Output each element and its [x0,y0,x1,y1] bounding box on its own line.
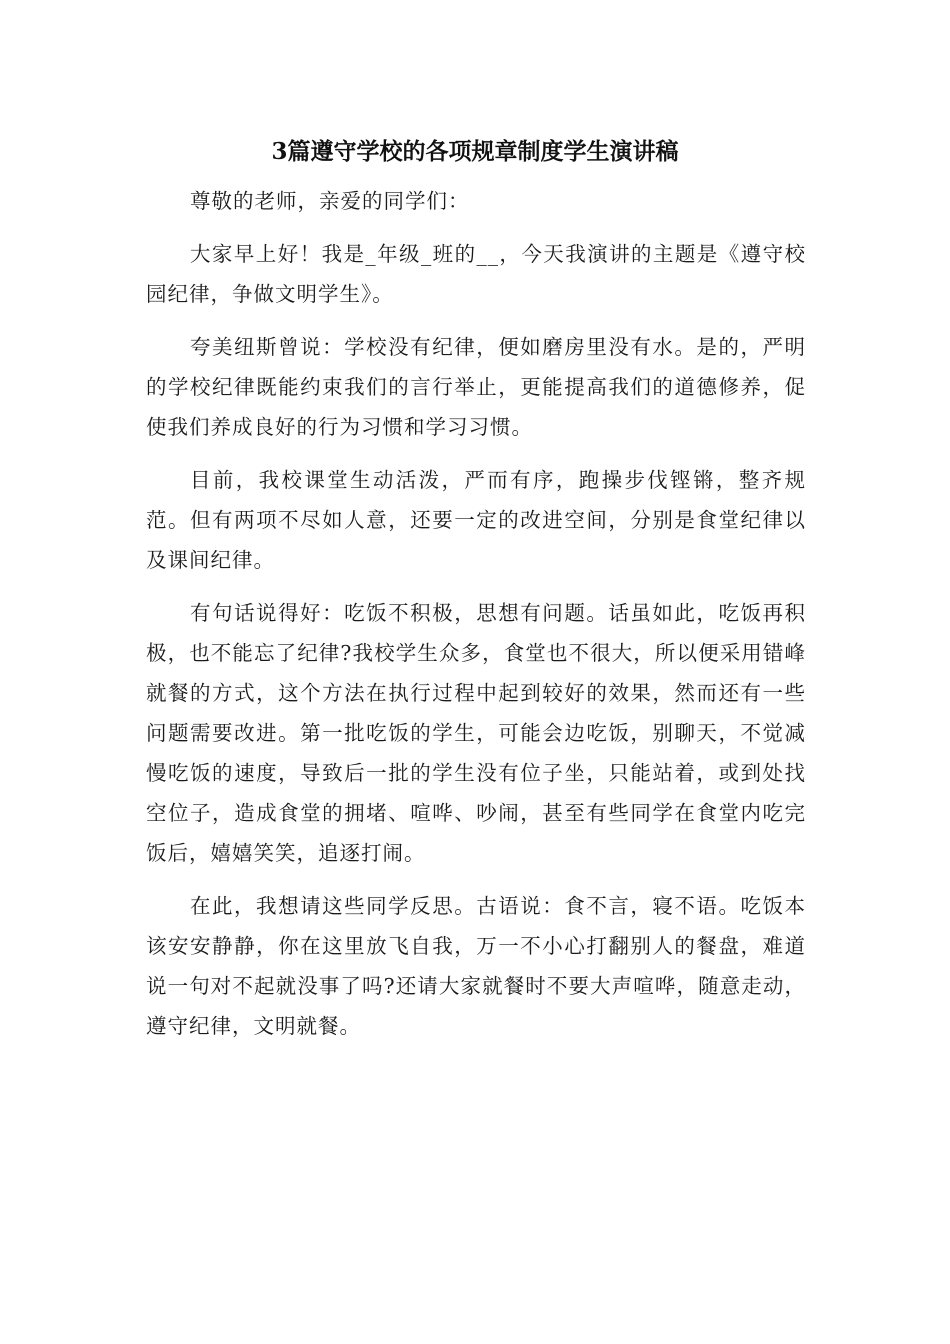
paragraph-reflection: 在此，我想请这些同学反思。古语说：食不言，寝不语。吃饭本该安安静静，你在这里放飞自我，万一不小心打翻别人的餐盘，难道说一句对不起就没事了吗?还请大家就餐时不要大声喧哗，随意走动，遵守纪律，文明就餐。 [146,894,806,1038]
paragraph-greeting: 大家早上好！我是_年级_班的__，今天我演讲的主题是《遵守校园纪律，争做文明学生》。 [146,242,806,306]
paragraph-quote: 夸美纽斯曾说：学校没有纪律，便如磨房里没有水。是的，严明的学校纪律既能约束我们的言行举止，更能提高我们的道德修养，促使我们养成良好的行为习惯和学习习惯。 [146,335,806,439]
paragraph-current-status: 目前，我校课堂生动活泼，严而有序，跑操步伐铿锵，整齐规范。但有两项不尽如人意，还要一定的改进空间，分别是食堂纪律以及课间纪律。 [146,468,806,572]
paragraph-salutation: 尊敬的老师，亲爱的同学们： [190,189,470,213]
paragraph-canteen-issue: 有句话说得好：吃饭不积极，思想有问题。话虽如此，吃饭再积极，也不能忘了纪律?我校学生众多，食堂也不很大，所以便采用错峰就餐的方式，这个方法在执行过程中起到较好的效果，然而还有一些问题需要改进。第一批吃饭的学生，可能会边吃饭，别聊天，不觉减慢吃饭的速度，导致后一批的学生没有位子坐，只能站着，或到处找空位子，造成食堂的拥堵、喧哗、吵闹，甚至有些同学在食堂内吃完饭后，嬉嬉笑笑，追逐打闹。 [146,601,806,865]
document-title: 3篇遵守学校的各项规章制度学生演讲稿 [271,138,679,165]
document-body [146,181,806,1059]
